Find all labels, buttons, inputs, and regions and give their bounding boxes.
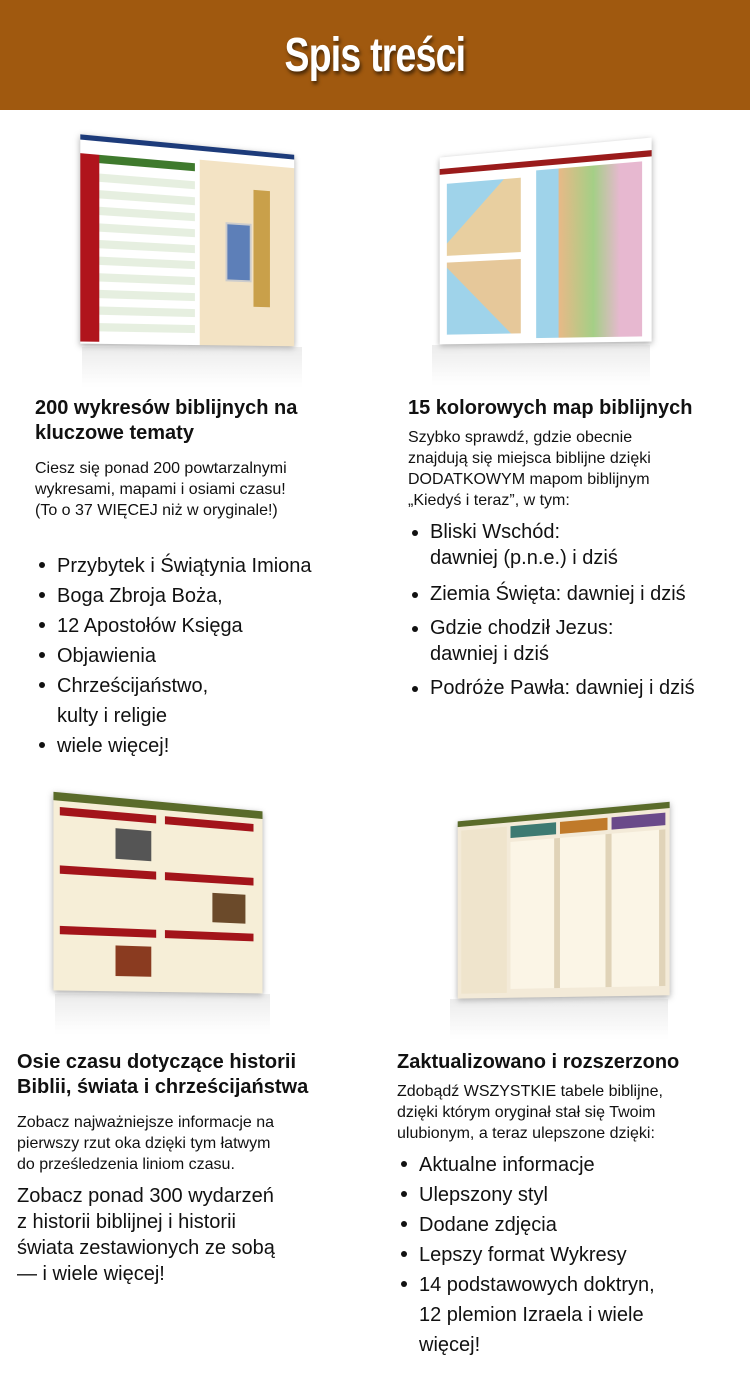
section-body: Ciesz się ponad 200 powtarzalnymi wykresami, mapami i osiami czasu! (To o 37 WIĘCEJ niż w oryginale!)	[35, 460, 287, 519]
section-highlight: Zobacz ponad 300 wydarzeń z historii biblijnej i historii świata zestawionych ze sobą — i wiele więcej!	[17, 1185, 275, 1285]
list-item: Gdzie chodził Jezus: dawniej i dziś	[408, 615, 748, 667]
list-item: Chrześcijaństwo, kulty i religie	[35, 671, 365, 731]
list-item: wiele więcej!	[35, 731, 365, 761]
section-body: Szybko sprawdź, gdzie obecnie znajdują się miejsca biblijne dzięki DODATKOWYM mapom biblijnym „Kiedyś i teraz”, w tym:	[408, 429, 651, 509]
section-updated	[397, 1050, 747, 1360]
section-maps	[408, 396, 748, 701]
list-item: Bliski Wschód: dawniej (p.n.e.) i dziś	[408, 519, 748, 571]
section-body: Zobacz najważniejsze informacje na pierwszy rzut oka dzięki tym łatwym do prześledzenia liniom czasu.	[17, 1114, 275, 1173]
section-heading: 200 wykresów biblijnych na kluczowe tematy	[35, 397, 298, 444]
list-item: Przybytek i Świątynia Imiona	[35, 551, 365, 581]
page-title: Spis treści	[284, 28, 466, 82]
list-item: 14 podstawowych doktryn, 12 plemion Izraela i wiele więcej!	[397, 1270, 747, 1360]
section-charts	[35, 396, 365, 761]
chart-preview-armor-of-god	[82, 145, 302, 345]
section-heading: 15 kolorowych map biblijnych	[408, 397, 693, 419]
chart-preview-timeline	[55, 802, 270, 992]
list-item: Objawienia	[35, 641, 365, 671]
list-item: Aktualne informacje	[397, 1150, 747, 1180]
section-heading: Zaktualizowano i rozszerzono	[397, 1051, 680, 1073]
list-item: Boga Zbroja Boża,	[35, 581, 365, 611]
section-heading: Osie czasu dotyczące historii Biblii, świata i chrześcijaństwa	[17, 1051, 309, 1098]
chart-preview-bible-maps	[432, 148, 650, 343]
feature-list	[397, 1150, 747, 1360]
feature-list	[35, 551, 365, 761]
list-item: Ulepszony styl	[397, 1180, 747, 1210]
list-item: Ziemia Święta: dawniej i dziś	[408, 581, 748, 607]
section-timelines	[17, 1050, 367, 1287]
list-item: 12 Apostołów Księga	[35, 611, 365, 641]
chart-preview-christianity-cults	[450, 812, 668, 997]
feature-list	[408, 519, 748, 701]
list-item: Lepszy format Wykresy	[397, 1240, 747, 1270]
list-item: Dodane zdjęcia	[397, 1210, 747, 1240]
header-banner	[0, 0, 750, 110]
list-item: Podróże Pawła: dawniej i dziś	[408, 675, 748, 701]
section-body: Zdobądź WSZYSTKIE tabele biblijne, dzięki którym oryginał stał się Twoim ulubionym, a teraz ulepszone dzięki:	[397, 1083, 663, 1142]
